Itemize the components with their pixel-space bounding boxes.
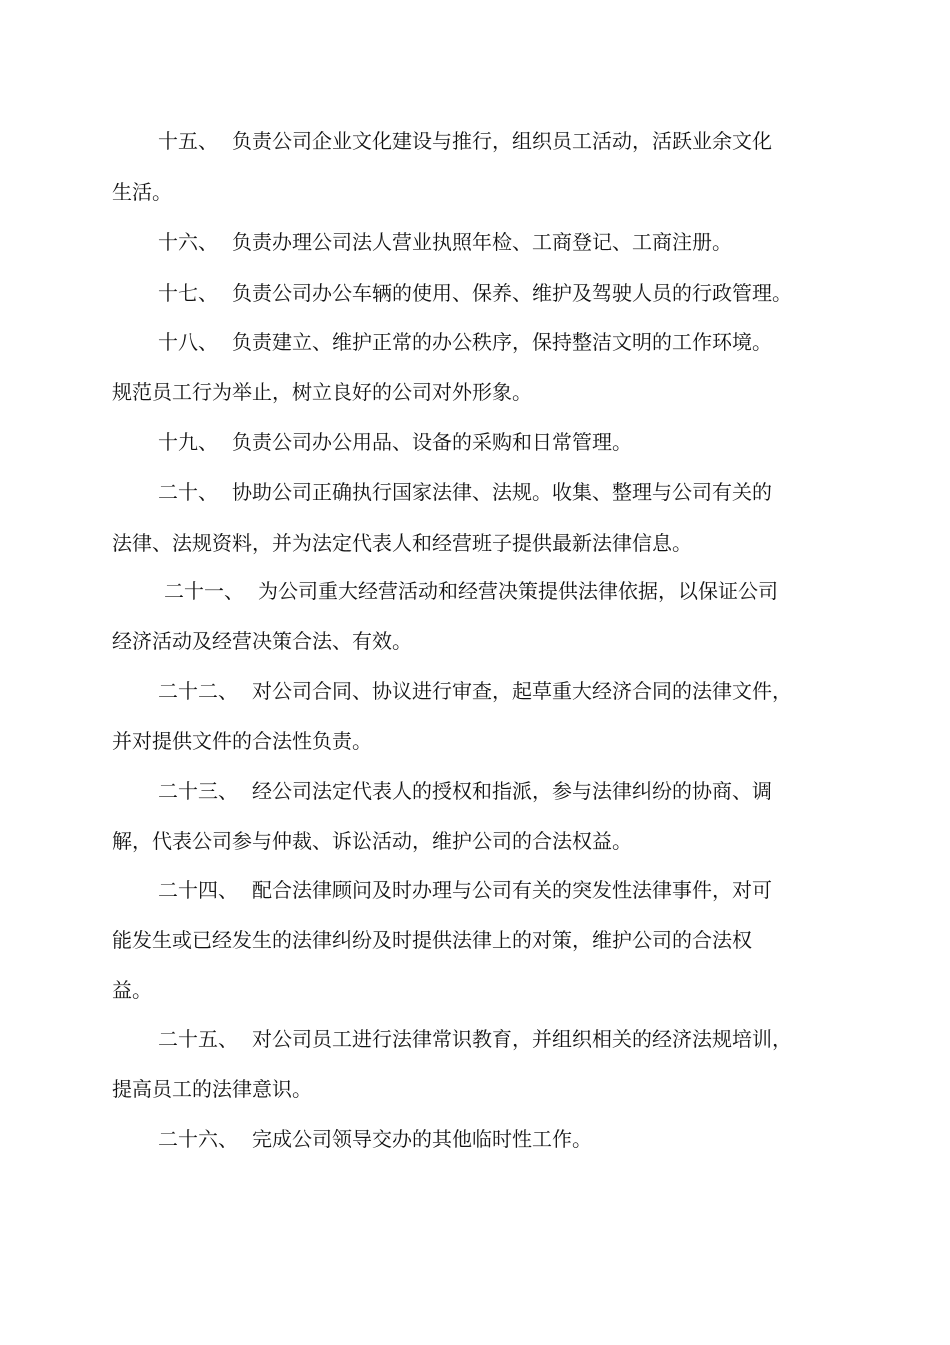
item-text: 经公司法定代表人的授权和指派，参与法律纠纷的协商、调 xyxy=(252,779,772,803)
item-first-line xyxy=(158,678,792,704)
item-first-line xyxy=(158,280,792,306)
item-number: 二十四、 xyxy=(158,878,238,902)
item-text: 完成公司领导交办的其他临时性工作。 xyxy=(252,1127,592,1151)
item-first-line xyxy=(158,1026,792,1052)
item-first-line xyxy=(158,128,772,154)
item-text: 协助公司正确执行国家法律、法规。收集、整理与公司有关的 xyxy=(232,480,772,504)
item-continuation-line: 益。 xyxy=(112,978,152,1002)
item-text: 负责公司办公车辆的使用、保养、维护及驾驶人员的行政管理。 xyxy=(232,281,792,305)
item-text: 负责办理公司法人营业执照年检、工商登记、工商注册。 xyxy=(232,230,732,254)
item-first-line xyxy=(158,229,732,255)
item-continuation-line: 能发生或已经发生的法律纠纷及时提供法律上的对策，维护公司的合法权 xyxy=(112,928,752,952)
item-text: 负责建立、维护正常的办公秩序，保持整洁文明的工作环境。 xyxy=(232,330,772,354)
item-continuation-line: 经济活动及经营决策合法、有效。 xyxy=(112,629,412,653)
item-text: 负责公司企业文化建设与推行，组织员工活动，活跃业余文化 xyxy=(232,129,772,153)
item-first-line xyxy=(158,429,632,455)
item-first-line xyxy=(158,778,772,804)
item-text: 配合法律顾问及时办理与公司有关的突发性法律事件，对可 xyxy=(252,878,772,902)
item-number: 二十、 xyxy=(158,480,218,504)
item-continuation-line: 规范员工行为举止，树立良好的公司对外形象。 xyxy=(112,380,532,404)
item-first-line xyxy=(158,479,772,505)
item-continuation-line: 提高员工的法律意识。 xyxy=(112,1077,312,1101)
item-text: 对公司合同、协议进行审查，起草重大经济合同的法律文件， xyxy=(252,679,792,703)
item-first-line xyxy=(158,1126,592,1152)
item-first-line xyxy=(158,329,772,355)
item-number: 二十三、 xyxy=(158,779,238,803)
item-number: 二十一、 xyxy=(164,579,244,603)
item-text: 为公司重大经营活动和经营决策提供法律依据，以保证公司 xyxy=(258,579,778,603)
item-number: 十六、 xyxy=(158,230,218,254)
item-number: 二十六、 xyxy=(158,1127,238,1151)
item-continuation-line: 生活。 xyxy=(112,180,172,204)
item-first-line xyxy=(158,877,772,903)
item-number: 十九、 xyxy=(158,430,218,454)
item-number: 十五、 xyxy=(158,129,218,153)
item-continuation-line: 并对提供文件的合法性负责。 xyxy=(112,729,372,753)
item-number: 二十五、 xyxy=(158,1027,238,1051)
item-number: 二十二、 xyxy=(158,679,238,703)
item-number: 十七、 xyxy=(158,281,218,305)
item-number: 十八、 xyxy=(158,330,218,354)
item-text: 对公司员工进行法律常识教育，并组织相关的经济法规培训， xyxy=(252,1027,792,1051)
item-continuation-line: 解，代表公司参与仲裁、诉讼活动，维护公司的合法权益。 xyxy=(112,829,632,853)
item-text: 负责公司办公用品、设备的采购和日常管理。 xyxy=(232,430,632,454)
item-continuation-line: 法律、法规资料，并为法定代表人和经营班子提供最新法律信息。 xyxy=(112,531,692,555)
item-first-line xyxy=(164,578,778,604)
